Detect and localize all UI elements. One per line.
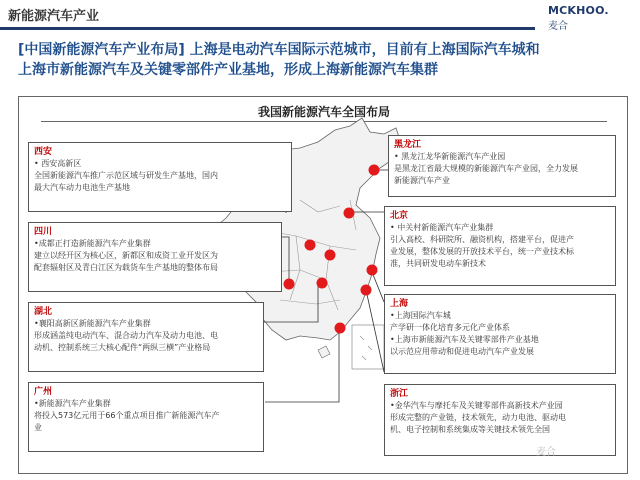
marker-shanghai <box>367 265 378 276</box>
region-title-sichuan: 四川 <box>34 227 53 237</box>
region-text: 最大汽车动力电池生产基地 <box>34 183 130 192</box>
region-text: 新能源汽车产业 <box>394 176 450 185</box>
region-text: 全国新能源汽车推广示范区域与研发生产基地，国内 <box>34 171 218 180</box>
region-title-guangzhou: 广州 <box>34 387 53 397</box>
region-text: •成都正打造新能源汽车产业集群 <box>34 239 151 248</box>
marker-sichuan <box>284 279 295 290</box>
connector-guangzhou <box>265 330 339 402</box>
logo-cn: 麦合 <box>548 21 568 32</box>
region-box-shanghai <box>384 294 616 374</box>
region-title-shanghai: 上海 <box>390 299 409 309</box>
region-text: 配套辐射区及青白江区为载货车生产基地的整体布局 <box>34 263 218 272</box>
watermark: 麦合 <box>536 447 556 458</box>
region-box-guangzhou <box>28 382 264 452</box>
region-text: 将投入573亿元用于66个重点项目推广新能源汽车产 <box>34 411 220 420</box>
region-box-zhejiang <box>384 384 616 456</box>
region-title-beijing: 北京 <box>390 211 409 221</box>
headline-line-1: [中国新能源汽车产业布局] 上海是电动汽车国际示范城市，目前有上海国际汽车城和 <box>18 42 540 58</box>
region-box-heilongjiang <box>388 135 616 197</box>
headline-line-2: 上海市新能源汽车及关键零部件产业基地，形成上海新能源汽车集群 <box>18 62 438 78</box>
logo-text: MCKHOO. <box>548 4 609 17</box>
region-text: 引入高校、科研院所、融资机构，搭建平台，促进产 <box>390 235 574 244</box>
region-text: 是黑龙江省最大规模的新能源汽车产业园，全力发展 <box>394 164 578 173</box>
region-text: 形成完整的产业链，技术领先，动力电池、驱动电 <box>390 413 566 422</box>
region-text: •金华汽车与摩托车及关键零部件高新技术产业园 <box>390 401 563 410</box>
marker-xian <box>305 240 316 251</box>
region-text: 动机、控制系统三大核心配件“两纵三横”产业格局 <box>34 343 211 352</box>
region-box-sichuan <box>28 222 282 292</box>
region-title-xian: 西安 <box>34 147 53 157</box>
region-text: 业发展，整体发展的开放技术平台，统一产业技术标 <box>390 247 574 256</box>
marker-beijing <box>344 208 355 219</box>
region-text: 建立以经开区为核心区，新都区和成资工业开发区为 <box>34 251 218 260</box>
marker-zhejiang <box>361 285 372 296</box>
region-box-xian <box>28 142 292 212</box>
region-text: •上海市新能源汽车及关键零部件产业基地 <box>390 335 539 344</box>
region-text: •上海国际汽车城 <box>390 311 451 320</box>
region-title-zhejiang: 浙江 <box>390 389 409 399</box>
hainan-island <box>318 346 330 358</box>
connector-shanghai <box>372 272 384 302</box>
south-sea-inset <box>352 325 384 369</box>
region-text: •新能源汽车产业集群 <box>34 399 111 408</box>
page-section-title: 新能源汽车产业 <box>8 9 100 24</box>
region-title-hubei: 湖北 <box>34 307 53 317</box>
region-text: 形成涵盖纯电动汽车、混合动力汽车及动力电池、电 <box>34 331 218 340</box>
region-text: 产学研一体化培育多元化产业体系 <box>390 323 510 332</box>
region-text: 机、电子控制和系统集成等关键技术领先全国 <box>390 425 550 434</box>
region-text: 准，共同研发电动车新技术 <box>390 259 486 268</box>
region-text: • 西安高新区 <box>34 159 82 168</box>
marker-hubei-b <box>317 278 328 289</box>
region-box-hubei <box>28 302 264 372</box>
region-text: 业 <box>34 423 42 432</box>
region-text: •襄阳高新区新能源汽车产业集群 <box>34 319 151 328</box>
region-box-beijing <box>384 206 616 286</box>
panel-title: 我国新能源汽车全国布局 <box>257 105 390 119</box>
region-title-heilongjiang: 黑龙江 <box>394 140 422 150</box>
marker-heilongjiang <box>369 165 380 176</box>
region-text: 以示范应用带动和促进电动汽车产业发展 <box>390 347 534 356</box>
region-text: • 黑龙江龙华新能源汽车产业园 <box>394 152 506 161</box>
region-text: • 中关村新能源汽车产业集群 <box>390 223 494 232</box>
marker-hubei-a <box>325 250 336 261</box>
marker-guangzhou <box>335 323 346 334</box>
